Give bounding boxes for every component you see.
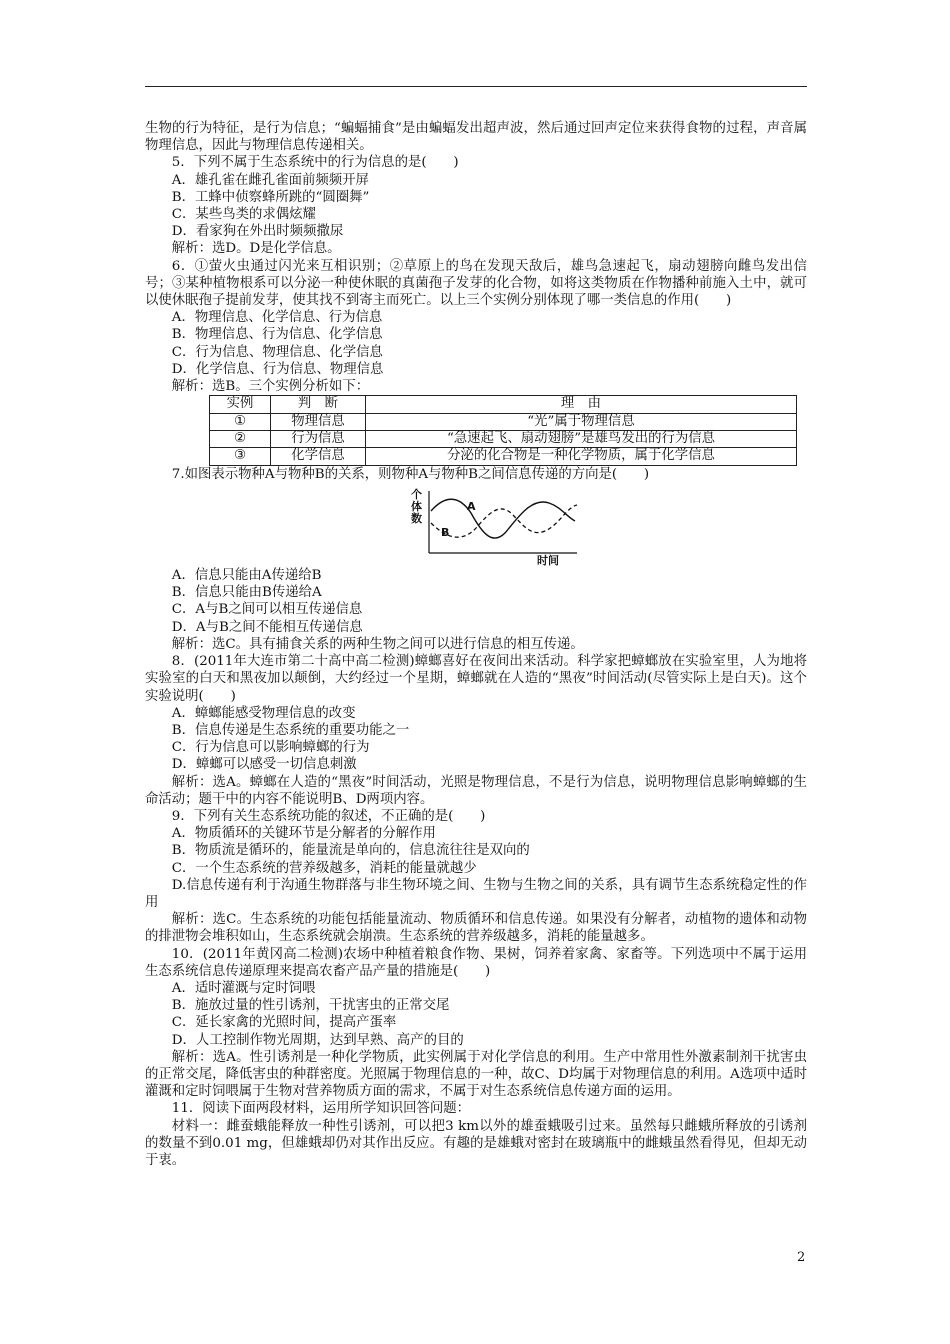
- q10-answer: 解析：选A。性引诱剂是一种化学物质，此实例属于对化学信息的利用。生产中常用性外激素制剂干扰害虫的正常交尾，降低害虫的种群密度。光照属于物理信息的一种，故C、D均属于对物理信息的利用。A选项中适时灌溉和定时饲喂属于生物对营养物质方面的需求，不属于对生态系统信息传递方面的运用。: [145, 1049, 807, 1100]
- table-header: 判 断: [271, 396, 366, 413]
- q7-stem: 7.如图表示物种A与物种B的关系，则物种A与物种B之间信息传递的方向是( ): [171, 466, 650, 482]
- population-curve-graph: [407, 483, 587, 567]
- curve-b: [431, 505, 577, 540]
- q6-option-d: D．化学信息、行为信息、物理信息: [171, 361, 384, 377]
- q5-stem: 5．下列不属于生态系统中的行为信息的是( ): [171, 155, 459, 171]
- q9-option-c: C．一个生态系统的营养级越多，消耗的能量就越少: [171, 860, 477, 876]
- table-row: [210, 448, 797, 465]
- series-a-label: A: [467, 500, 476, 514]
- paragraph-continuation: 生物的行为特征，是行为信息；“蝙蝠捕食”是由蝙蝠发出超声波，然后通过回声定位来获得食物的过程，声音属物理信息，因此与物理信息传递相关。: [145, 121, 807, 154]
- q10-option-c: C．延长家禽的光照时间，提高产蛋率: [171, 1015, 397, 1031]
- q10-option-d: D．人工控制作物光周期，达到早熟、高产的目的: [171, 1032, 464, 1048]
- table-header: 实例: [210, 396, 271, 413]
- curve-a: [431, 499, 575, 538]
- q8-option-a: A．蟑螂能感受物理信息的改变: [171, 705, 356, 721]
- q6-option-a: A．物理信息、化学信息、行为信息: [171, 310, 383, 326]
- q6-option-c: C．行为信息、物理信息、化学信息: [171, 344, 383, 360]
- q6-answer: 解析：选B。三个实例分析如下：: [171, 379, 370, 395]
- q6-stem: 6．①萤火虫通过闪光来互相识别；②草原上的鸟在发现天敌后，雄鸟急速起飞，扇动翅膀向雌鸟发出信号；③某种植物根系可以分泌一种使休眠的真菌孢子发芽的化合物，如将这类物质在作物播种前施入土中，就可以使休眠孢子提前发芽，使其找不到寄主而死亡。以上三个实例分别体现了哪一类信息的作用( ): [145, 258, 807, 309]
- q7-option-c: C．A与B之间可以相互传递信息: [171, 602, 363, 618]
- q6-analysis-table: [209, 395, 797, 466]
- q5-option-c: C．某些鸟类的求偶炫耀: [171, 207, 316, 223]
- q8-answer: 解析：选A。蟑螂在人造的“黑夜”时间活动，光照是物理信息，不是行为信息，说明物理信息影响蟑螂的生命活动；题干中的内容不能说明B、D两项内容。: [145, 774, 807, 807]
- x-axis-label: 时间: [537, 554, 559, 568]
- table-header-row: [210, 396, 797, 413]
- q9-answer: 解析：选C。生态系统的功能包括能量流动、物质循环和信息传递。如果没有分解者，动植物的遗体和动物的排泄物会堆积如山，生态系统就会崩溃。生态系统的营养级越多，消耗的能量越多。: [145, 912, 807, 945]
- q7-answer: 解析：选C。具有捕食关系的两种生物之间可以进行信息的相互传递。: [171, 636, 584, 652]
- q11-material-1: 材料一：雌蚕蛾能释放一种性引诱剂，可以把3 km以外的雄蚕蛾吸引过来。虽然每只雌蛾所释放的引诱剂的数量不到0.01 mg，但雄蛾却仍对其作出反应。有趣的是雄蛾对密封在玻璃瓶中的雌蛾虽然看得见，但却无动于衷。: [145, 1118, 807, 1168]
- q11-stem: 11．阅读下面两段材料，运用所学知识回答问题：: [171, 1101, 471, 1117]
- q5-answer: 解析：选D。D是化学信息。: [171, 241, 341, 257]
- table-header: 理 由: [366, 396, 797, 413]
- q8-option-b: B．信息传递是生态系统的重要功能之一: [171, 722, 410, 738]
- q7-option-b: B．信息只能由B传递给A: [171, 585, 322, 601]
- table-cell: 行为信息: [271, 431, 366, 448]
- table-cell: ②: [210, 431, 271, 448]
- document-body: [145, 120, 807, 1169]
- table-cell: “光”属于物理信息: [366, 413, 797, 430]
- q7-population-figure: [407, 483, 587, 567]
- q9-option-d: D.信息传递有利于沟通生物群落与非生物环境之间、生物与生物之间的关系，具有调节生态系统稳定性的作用: [145, 877, 807, 910]
- table-cell: 化学信息: [271, 448, 366, 465]
- q8-stem: 8．(2011年大连市第二十高中高二检测)蟑螂喜好在夜间出来活动。科学家把蟑螂放在实验室里，人为地将实验室的白天和黑夜加以颠倒，大约经过一个星期，蟑螂就在人造的“黑夜”时间活动(尽管实际上是白天)。这个实验说明( ): [145, 654, 807, 704]
- q7-option-d: D．A与B之间不能相互传递信息: [171, 619, 363, 635]
- table-cell: 物理信息: [271, 413, 366, 430]
- q8-option-c: C．行为信息可以影响蟑螂的行为: [171, 740, 370, 756]
- header-rule: [145, 86, 807, 87]
- q10-option-a: A．适时灌溉与定时饲喂: [171, 980, 316, 996]
- y-axis-label: 个体数: [411, 488, 422, 526]
- table-cell: “急速起飞、扇动翅膀”是雄鸟发出的行为信息: [366, 431, 797, 448]
- page-number: 2: [797, 1250, 806, 1265]
- q9-stem: 9．下列有关生态系统功能的叙述，不正确的是( ): [171, 808, 486, 824]
- table-cell: 分泌的化合物是一种化学物质，属于化学信息: [366, 448, 797, 465]
- table-row: [210, 413, 797, 430]
- q9-option-a: A．物质循环的关键环节是分解者的分解作用: [171, 826, 436, 842]
- q10-stem: 10．(2011年黄冈高二检测)农场中种植着粮食作物、果树，饲养着家禽、家畜等。下列选项中不属于运用生态系统信息传递原理来提高农畜产品产量的措施是( ): [145, 946, 807, 979]
- q5-option-b: B．工蜂中侦察蜂所跳的“圆圈舞”: [171, 189, 370, 205]
- q5-option-d: D．看家狗在外出时频频撒尿: [171, 224, 344, 240]
- q7-option-a: A．信息只能由A传递给B: [171, 568, 322, 584]
- q8-option-d: D．蟑螂可以感受一切信息刺激: [171, 757, 357, 773]
- q5-option-a: A．雄孔雀在雌孔雀面前频频开屏: [171, 172, 369, 188]
- q10-option-b: B．施放过量的性引诱剂，干扰害虫的正常交尾: [171, 998, 450, 1014]
- table-cell: ③: [210, 448, 271, 465]
- table-cell: ①: [210, 413, 271, 430]
- q6-option-b: B．物理信息、行为信息、化学信息: [171, 327, 383, 343]
- q9-option-b: B．物质流是循环的，能量流是单向的，信息流往往是双向的: [171, 843, 530, 859]
- table-row: [210, 431, 797, 448]
- series-b-label: B: [441, 526, 450, 540]
